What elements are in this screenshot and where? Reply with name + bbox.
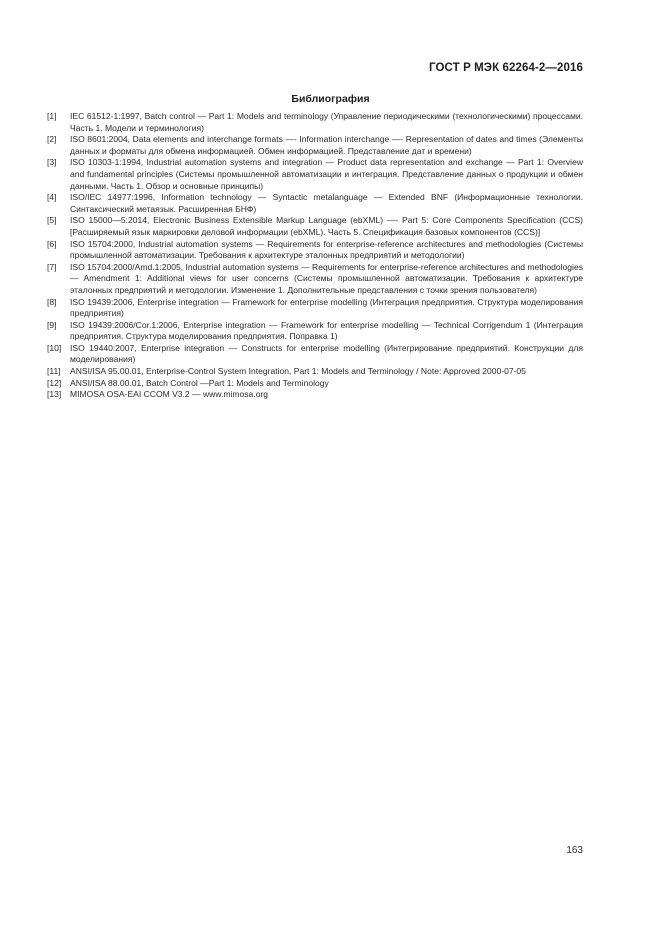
bibliography-entry bbox=[47, 262, 583, 297]
bibliography-entry bbox=[47, 215, 583, 238]
entry-number: [12] bbox=[47, 377, 62, 388]
bibliography-list bbox=[47, 111, 583, 401]
entry-text: ISO 8601:2004, Data elements and interchange formats —- Information interchange —- Representation of dates and times (Элементы данных и форматы для обмена информацией. Обмен информацией. Представление дат и времени) bbox=[70, 134, 583, 156]
bibliography-entry bbox=[47, 297, 583, 320]
entry-text: ISO 19439:2006, Enterprise integration — Framework for enterprise modelling (Интеграция предприятия. Структура моделирования предприятия) bbox=[70, 296, 583, 319]
bibliography-title: Библиография bbox=[291, 93, 370, 105]
entry-number: [6] bbox=[47, 238, 57, 249]
bibliography-entry bbox=[47, 366, 583, 378]
entry-text: ISO 19440:2007, Enterprise integration — Constructs for enterprise modelling (Интегрирование предприятий. Конструкции для моделирования) bbox=[70, 342, 583, 365]
entry-number: [10] bbox=[47, 342, 62, 353]
entry-number: [4] bbox=[47, 192, 57, 203]
entry-text: ISO/IEC 14977:1996, Information technology — Syntactic metalanguage — Extended BNF (Информационные технологии. Синтаксический метаязык. Расширенная БНФ) bbox=[70, 192, 583, 214]
entry-number: [2] bbox=[47, 134, 57, 145]
entry-number: [5] bbox=[47, 215, 57, 226]
bibliography-entry bbox=[47, 111, 583, 134]
entry-text: MIMOSA OSA-EAI CCOM V3.2 — www.mimosa.org bbox=[70, 389, 269, 400]
bibliography-entry bbox=[47, 192, 583, 215]
bibliography-entry bbox=[47, 378, 583, 390]
bibliography-entry bbox=[47, 157, 583, 192]
entry-text: ISO 19439:2006/Cor.1:2006, Enterprise integration — Framework for enterprise modelling — Technical Corrigendum 1 (Интеграция предприятия. Структура моделирования предприятия. Поправка 1) bbox=[70, 319, 583, 342]
entry-text: ISO 15000—5:2014, Electronic Business Extensible Markup Language (ebXML) —- Part 5: Core Components Specification (CCS) [Расширяемый язык маркировки деловой информации (ebXML). Часть 5. Спецификация базовых компонентов (CCS)] bbox=[70, 215, 583, 237]
bibliography-entry bbox=[47, 389, 583, 401]
bibliography-entry bbox=[47, 239, 583, 262]
entry-text: ISO 10303-1:1994, Industrial automation systems and integration — Product data representation and exchange — Part 1: Overview and fundamental principles (Системы промышленной автоматизации и интеграция. Представление данных о продукции и обмен данными. Часть 1. Обзор и основные принципы) bbox=[70, 157, 583, 191]
entry-number: [8] bbox=[47, 296, 57, 307]
page-number: 163 bbox=[566, 845, 583, 856]
entry-text: IEC 61512-1:1997, Batch control — Part 1: Models and terminology (Управление периодическими (технологическими) процессами. Часть 1. Модели и терминология) bbox=[70, 111, 583, 133]
entry-number: [1] bbox=[47, 111, 57, 121]
entry-text: ANSI/ISA 88.00.01, Batch Control —Part 1: Models and Terminology bbox=[70, 377, 329, 388]
document-code: ГОСТ Р МЭК 62264-2—2016 bbox=[429, 62, 583, 74]
entry-text: ANSI/ISA 95.00.01, Enterprise-Control System Integration, Part 1: Models and Terminology / Note: Approved 2000-07-05 bbox=[70, 366, 526, 377]
bibliography-entry bbox=[47, 134, 583, 157]
entry-number: [13] bbox=[47, 389, 62, 400]
bibliography-entry bbox=[47, 343, 583, 366]
entry-text: ISO 15704:2000/Amd.1:2005, Industrial automation systems — Requirements for enterprise-reference architectures and methodologies — Amendment 1: Additional views for user concerns (Системы промышленной автоматизации. Требования к архитектуре эталонных предприятий и методологии. Изменение 1. Дополнительные представления с точки зрения пользователя) bbox=[70, 261, 583, 295]
entry-number: [3] bbox=[47, 157, 57, 168]
entry-text: ISO 15704:2000, Industrial automation systems — Requirements for enterprise-reference architectures and methodologies (Системы промышленной автоматизации. Требования к архитектуре эталонных предприятий и методологии) bbox=[70, 238, 583, 261]
bibliography-entry bbox=[47, 320, 583, 343]
entry-number: [7] bbox=[47, 261, 57, 272]
entry-number: [9] bbox=[47, 319, 57, 330]
entry-number: [11] bbox=[47, 366, 61, 377]
